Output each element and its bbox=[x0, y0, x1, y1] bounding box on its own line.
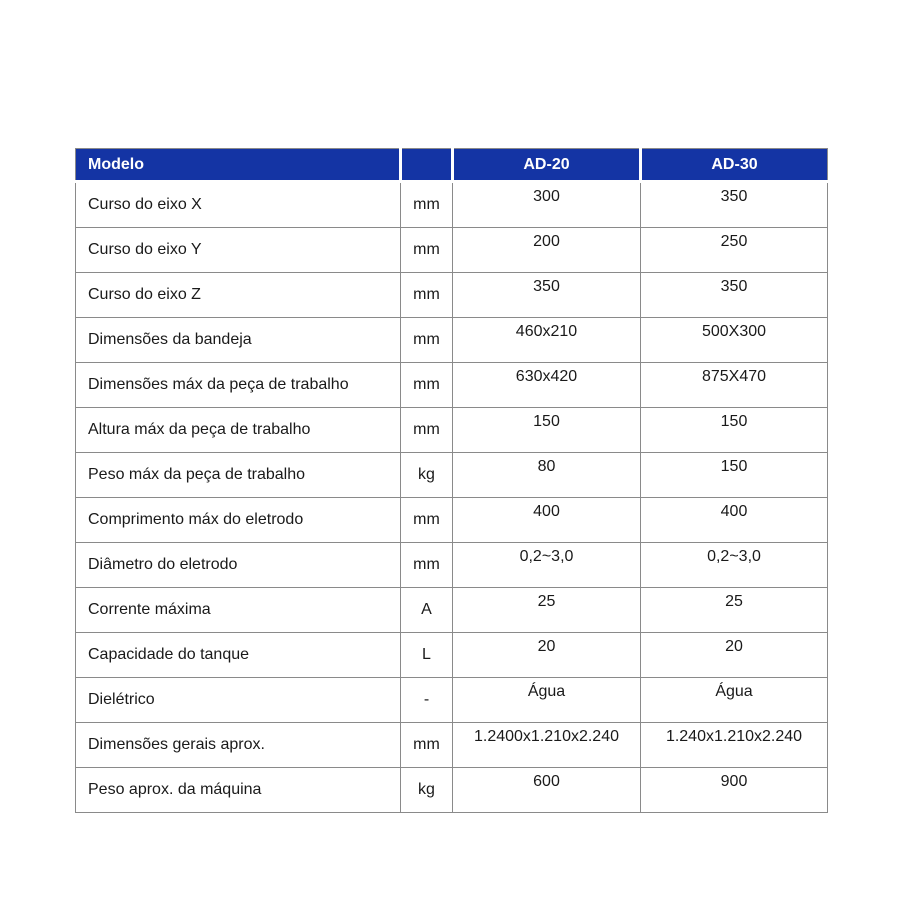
spec-unit: A bbox=[401, 588, 453, 633]
table-row bbox=[76, 408, 828, 453]
spec-value-ad20: 300 bbox=[453, 182, 641, 228]
table-row bbox=[76, 768, 828, 813]
spec-value-ad30: 150 bbox=[641, 453, 828, 498]
spec-unit: mm bbox=[401, 228, 453, 273]
spec-value-ad20: 20 bbox=[453, 633, 641, 678]
table-row bbox=[76, 723, 828, 768]
spec-unit: L bbox=[401, 633, 453, 678]
spec-label: Curso do eixo X bbox=[76, 182, 401, 228]
header-row bbox=[76, 149, 828, 182]
table-row bbox=[76, 633, 828, 678]
spec-value-ad30: Água bbox=[641, 678, 828, 723]
spec-value-ad20: 350 bbox=[453, 273, 641, 318]
spec-value-ad30: 900 bbox=[641, 768, 828, 813]
table-row bbox=[76, 498, 828, 543]
table-row bbox=[76, 678, 828, 723]
spec-value-ad20: 200 bbox=[453, 228, 641, 273]
spec-value-ad30: 150 bbox=[641, 408, 828, 453]
spec-label: Dimensões gerais aprox. bbox=[76, 723, 401, 768]
spec-value-ad30: 1.240x1.210x2.240 bbox=[641, 723, 828, 768]
spec-value-ad20: 80 bbox=[453, 453, 641, 498]
machine-spec-table bbox=[75, 148, 828, 813]
spec-label: Curso do eixo Z bbox=[76, 273, 401, 318]
spec-unit: kg bbox=[401, 768, 453, 813]
spec-value-ad20: 460x210 bbox=[453, 318, 641, 363]
table-row bbox=[76, 363, 828, 408]
spec-label: Peso aprox. da máquina bbox=[76, 768, 401, 813]
spec-label: Diâmetro do eletrodo bbox=[76, 543, 401, 588]
spec-unit: mm bbox=[401, 723, 453, 768]
spec-unit: mm bbox=[401, 408, 453, 453]
spec-value-ad20: Água bbox=[453, 678, 641, 723]
spec-value-ad30: 350 bbox=[641, 182, 828, 228]
spec-label: Dimensões da bandeja bbox=[76, 318, 401, 363]
spec-unit: mm bbox=[401, 273, 453, 318]
header-cell-ad20: AD-20 bbox=[453, 149, 641, 182]
spec-value-ad30: 20 bbox=[641, 633, 828, 678]
spec-label: Dielétrico bbox=[76, 678, 401, 723]
header-cell-ad30: AD-30 bbox=[641, 149, 828, 182]
spec-unit: mm bbox=[401, 318, 453, 363]
table-row bbox=[76, 182, 828, 228]
spec-unit: - bbox=[401, 678, 453, 723]
spec-label: Curso do eixo Y bbox=[76, 228, 401, 273]
spec-value-ad20: 400 bbox=[453, 498, 641, 543]
spec-unit: mm bbox=[401, 498, 453, 543]
spec-table-header bbox=[76, 149, 828, 182]
spec-value-ad30: 250 bbox=[641, 228, 828, 273]
table-row bbox=[76, 453, 828, 498]
spec-value-ad20: 1.2400x1.210x2.240 bbox=[453, 723, 641, 768]
header-cell-unit bbox=[401, 149, 453, 182]
spec-label: Capacidade do tanque bbox=[76, 633, 401, 678]
spec-value-ad30: 0,2~3,0 bbox=[641, 543, 828, 588]
spec-label: Altura máx da peça de trabalho bbox=[76, 408, 401, 453]
spec-value-ad30: 400 bbox=[641, 498, 828, 543]
table-row bbox=[76, 543, 828, 588]
spec-unit: mm bbox=[401, 363, 453, 408]
spec-value-ad20: 25 bbox=[453, 588, 641, 633]
spec-label: Dimensões máx da peça de trabalho bbox=[76, 363, 401, 408]
spec-table-container bbox=[75, 148, 828, 813]
spec-unit: mm bbox=[401, 182, 453, 228]
spec-value-ad20: 150 bbox=[453, 408, 641, 453]
spec-label: Comprimento máx do eletrodo bbox=[76, 498, 401, 543]
table-row bbox=[76, 273, 828, 318]
spec-value-ad20: 0,2~3,0 bbox=[453, 543, 641, 588]
spec-value-ad30: 500X300 bbox=[641, 318, 828, 363]
spec-table-body bbox=[76, 182, 828, 813]
spec-unit: kg bbox=[401, 453, 453, 498]
spec-label: Peso máx da peça de trabalho bbox=[76, 453, 401, 498]
spec-unit: mm bbox=[401, 543, 453, 588]
spec-value-ad30: 875X470 bbox=[641, 363, 828, 408]
header-cell-modelo: Modelo bbox=[76, 149, 401, 182]
table-row bbox=[76, 318, 828, 363]
spec-label: Corrente máxima bbox=[76, 588, 401, 633]
table-row bbox=[76, 228, 828, 273]
spec-value-ad20: 600 bbox=[453, 768, 641, 813]
spec-value-ad30: 350 bbox=[641, 273, 828, 318]
spec-value-ad20: 630x420 bbox=[453, 363, 641, 408]
table-row bbox=[76, 588, 828, 633]
spec-value-ad30: 25 bbox=[641, 588, 828, 633]
